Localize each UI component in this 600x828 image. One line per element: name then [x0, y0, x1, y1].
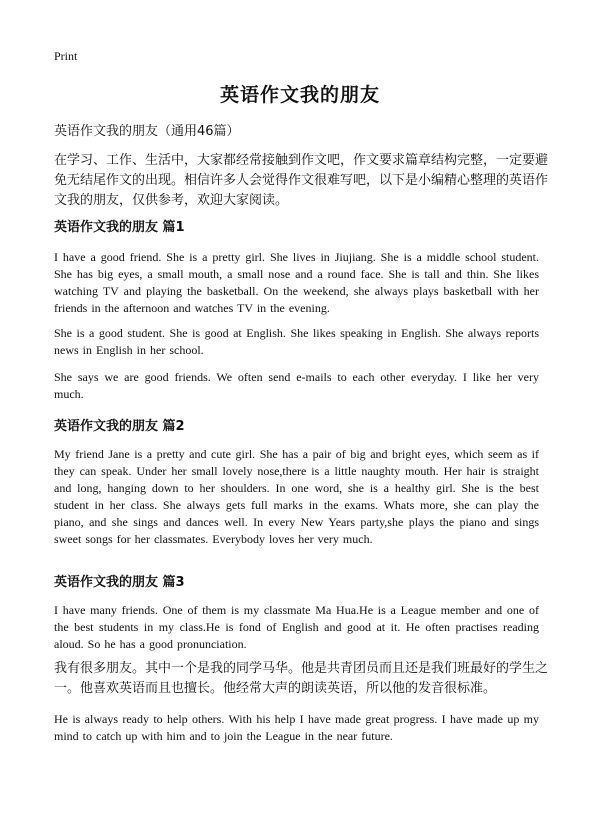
section-2-paragraph-1: My friend Jane is a pretty and cute girl. She has a pair of big and bright eyes, which seem as if they can speak. Under her small lovely nose,there is a little naughty mouth. Her hair is straight and long, hanging down to her shoulders. In one word, she is a healthy girl. She is the best student in her class. She always gets full marks in the exams. Whats more, she can play the piano, and she sings and dances well. In every New Years party,she plays the piano and sings sweet songs for her classmates. Everybody loves her very much.	[54, 447, 539, 546]
section-heading-3: 英语作文我的朋友 篇3	[54, 575, 185, 590]
page-title: 英语作文我的朋友	[219, 84, 380, 106]
section-3-paragraph-3: He is always ready to help others. With his help I have made great progress. I have made up my mind to catch up with him and to join the League in the near future.	[54, 712, 539, 743]
section-3-paragraph-1: I have many friends. One of them is my classmate Ma Hua.He is a League member and one of the best students in my class.He is fond of English and good at it. He often practises reading aloud. So he has a good pronunciation.	[54, 603, 539, 651]
intro-paragraph: 在学习、工作、生活中，大家都经常接触到作文吧，作文要求篇章结构完整，一定要避免无结尾作文的出现。相信许多人会觉得作文很难写吧，以下是小编精心整理的英语作文我的朋友，仅供参考，欢迎大家阅读。	[54, 153, 549, 208]
section-heading-2: 英语作文我的朋友 篇2	[54, 419, 185, 434]
section-heading-1: 英语作文我的朋友 篇1	[54, 220, 185, 235]
section-1-paragraph-3: She says we are good friends. We often send e-mails to each other everyday. I like her very much.	[54, 370, 539, 401]
document-subtitle: 英语作文我的朋友（通用46篇）	[54, 124, 240, 139]
section-1-paragraph-2: She is a good student. She is good at English. She likes speaking in English. She always reports news in English in her school.	[54, 326, 539, 357]
section-3-paragraph-chinese: 我有很多朋友。其中一个是我的同学马华。他是共青团员而且还是我们班最好的学生之一。他喜欢英语而且也擅长。他经常大声的朗读英语，所以他的发音很标准。	[54, 661, 549, 696]
section-1-paragraph-1: I have a good friend. She is a pretty girl. She lives in Jiujiang. She is a middle school student. She has big eyes, a small mouth, a small nose and a round face. She is tall and thin. She likes watching TV and playing the basketball. On the weekend, she always plays basketball with her friends in the afternoon and watches TV in the evening.	[54, 250, 539, 315]
print-label[interactable]: Print	[54, 49, 78, 63]
